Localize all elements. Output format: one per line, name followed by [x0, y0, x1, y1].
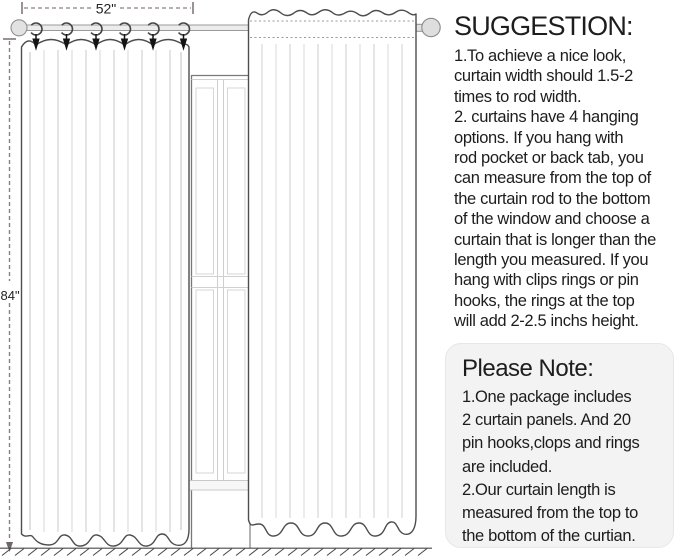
floor [0, 548, 432, 555]
note-line: are included. [462, 457, 552, 476]
suggestion-line: curtain that is longer than the [454, 230, 656, 249]
window [187, 75, 253, 548]
left-curtain-panel [22, 40, 190, 547]
note-line: the bottom of the curtian. [462, 527, 636, 546]
suggestion-line: hang with clips rings or pin [454, 271, 639, 290]
suggestion-line: will add 2-2.5 inchs height. [454, 312, 639, 331]
suggestion-line: the curtain rod to the bottom [454, 189, 651, 208]
window-sill [187, 481, 253, 491]
rod-finial-right [422, 18, 440, 36]
suggestion-line: 1.To achieve a nice look, [454, 47, 626, 65]
suggestion-title: SUGGESTION: [454, 11, 633, 41]
suggestion-line: length you measured. If you [454, 251, 649, 270]
suggestion-line: of the window and choose a [454, 210, 650, 229]
note-line: 2 curtain panels. And 20 [462, 411, 631, 430]
suggestion-line: 2. curtains have 4 hanging [454, 108, 639, 127]
suggestion-line: options. If you hang with [454, 128, 624, 147]
please-note-box [445, 343, 674, 548]
curtain-length-label: 84" [0, 288, 20, 303]
note-line: 1.One package includes [462, 388, 632, 406]
note-line: measured from the top to [462, 504, 638, 523]
suggestion-line: hooks, the rings at the top [454, 291, 635, 310]
right-curtain-panel [249, 10, 417, 536]
note-line: 2.Our curtain length is [462, 480, 616, 499]
suggestion-line: can measure from the top of [454, 169, 651, 188]
note-line: pin hooks,clops and rings [462, 434, 640, 453]
rod-width-label: 52" [95, 0, 117, 17]
suggestion-line: times to rod width. [454, 87, 582, 106]
please-note-title: Please Note: [462, 355, 594, 382]
suggestion-section [454, 10, 679, 332]
curtain-length-measurement [1, 39, 20, 552]
rod-width-measurement [22, 1, 193, 17]
rod-finial-left [11, 20, 27, 36]
suggestion-line: curtain width should 1.5-2 [454, 67, 633, 86]
suggestion-line: rod pocket or back tab, you [454, 149, 644, 168]
